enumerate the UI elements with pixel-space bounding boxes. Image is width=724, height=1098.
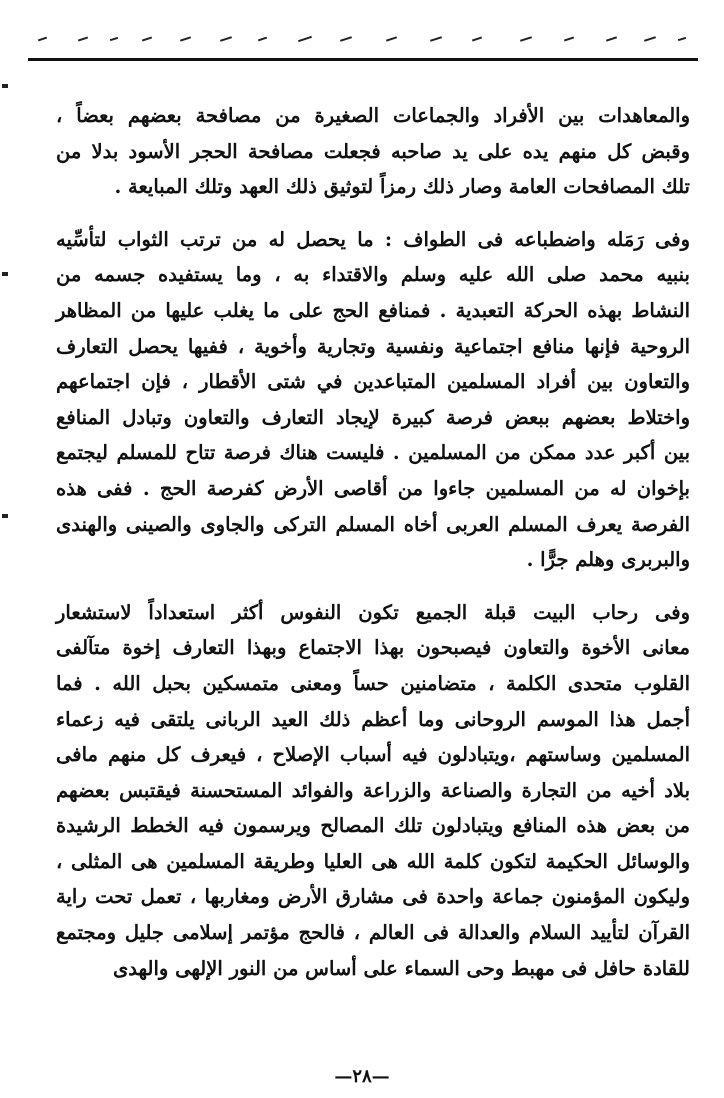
text-line: بلاد أخيه من التجارة والصناعة والزراعة والفوائد المستحسنة فيقتبس بعضهم: [56, 778, 690, 802]
text-line: القرآن لتأييد السلام والعدالة فى العالم ، فالحج مؤتمر إسلامى جليل ومجتمع: [56, 921, 690, 945]
text-line: الروحية فإنها منافع اجتماعية ونفسية وتجارية وأخوية ، ففيها يحصل التعارف: [56, 334, 690, 358]
header-ornament: [30, 30, 696, 50]
text-line: تلك المصافحات العامة وصار ذلك رمزاً لتوثيق ذلك العهد وتلك المبايعة .: [114, 175, 690, 199]
text-line: واختلاط بعضهم ببعض فرصة كبيرة لإيجاد التعارف والتعاون وتبادل المنافع: [56, 405, 690, 429]
text-line: والوسائل الحكيمة لتكون كلمة الله هى العليا وطريقة المسلمين هى المثلى ،: [56, 849, 690, 873]
text-line: من بعض هذه المنافع ويتبادلون تلك المصالح ويرسمون فيه الخطط الرشيدة: [56, 814, 690, 838]
paragraph-2: [56, 222, 690, 578]
text-line: بين أكبر عدد ممكن من المسلمين . فليست هناك فرصة تتاح للمسلم ليجتمع: [56, 441, 690, 465]
page-number: —٢٨—: [334, 1066, 390, 1087]
body-text: [56, 98, 690, 986]
text-line: المسلمين وساستهم ،ويتبادلون فيه أسباب الإصلاح ، فيعرف كل منهم مافى: [56, 743, 690, 767]
text-line: والتعاون بين أفراد المسلمين المتباعدين في شتى الأقطار ، فإن اجتماعهم: [56, 370, 690, 394]
text-line: بإخوان له من المسلمين جاءوا من أقاصى الأرض كفرصة الحج . ففى هذه: [56, 476, 690, 500]
text-line: والبربرى وهلم جرًّا .: [526, 548, 690, 572]
paragraph-3: [56, 595, 690, 987]
margin-mark: [2, 514, 8, 518]
text-line: بنبيه محمد صلى الله عليه وسلم والاقتداء به ، وما يستفيده جسمه من: [56, 263, 690, 287]
text-line: الفرصة يعرف المسلم العربى أخاه المسلم التركى والجاوى والصينى والهندى: [56, 512, 690, 536]
text-line: أجمل هذا الموسم الروحانى وما أعظم ذلك العيد الربانى يلتقى فيه زعماء: [56, 707, 690, 731]
text-line: معانى الأخوة والتعاون فيصبحون بهذا الاجتماع وبهذا التعارف إخوة متآلفى: [56, 636, 690, 660]
text-line: والمعاهدات بين الأفراد والجماعات الصغيرة من مصافحة بعضهم بعضاً ،: [56, 104, 690, 127]
text-line: للقادة حافل فى مهبط وحى السماء على أساس من النور الإلهى والهدى: [113, 956, 690, 980]
margin-mark: [2, 272, 8, 276]
text-line: وقبض كل منهم يده على يد صاحبه فجعلت مصافحة الحجر الأسود بدلا من: [56, 139, 690, 163]
text-line: القلوب متحدى الكلمة ، متضامنين حساً ومعنى متمسكين بحبل الله . فما: [56, 671, 690, 695]
text-line: وفى رَمَله واضطباعه فى الطواف : ما يحصل له من ترتب الثواب لتأسِّيه: [56, 227, 690, 251]
header-rule: [28, 58, 698, 61]
text-line: وليكون المؤمنون جماعة واحدة فى مشارق الأرض ومغاربها ، تعمل تحت راية: [56, 885, 690, 909]
text-line: النشاط بهذه الحركة التعبدية . فمنافع الحج على ما يغلب عليها من المظاهر: [56, 298, 690, 322]
margin-mark: [2, 84, 8, 88]
text-line: وفى رحاب البيت قبلة الجميع تكون النفوس أكثر استعداداً لاستشعار: [56, 600, 690, 624]
paragraph-1: [56, 98, 690, 205]
